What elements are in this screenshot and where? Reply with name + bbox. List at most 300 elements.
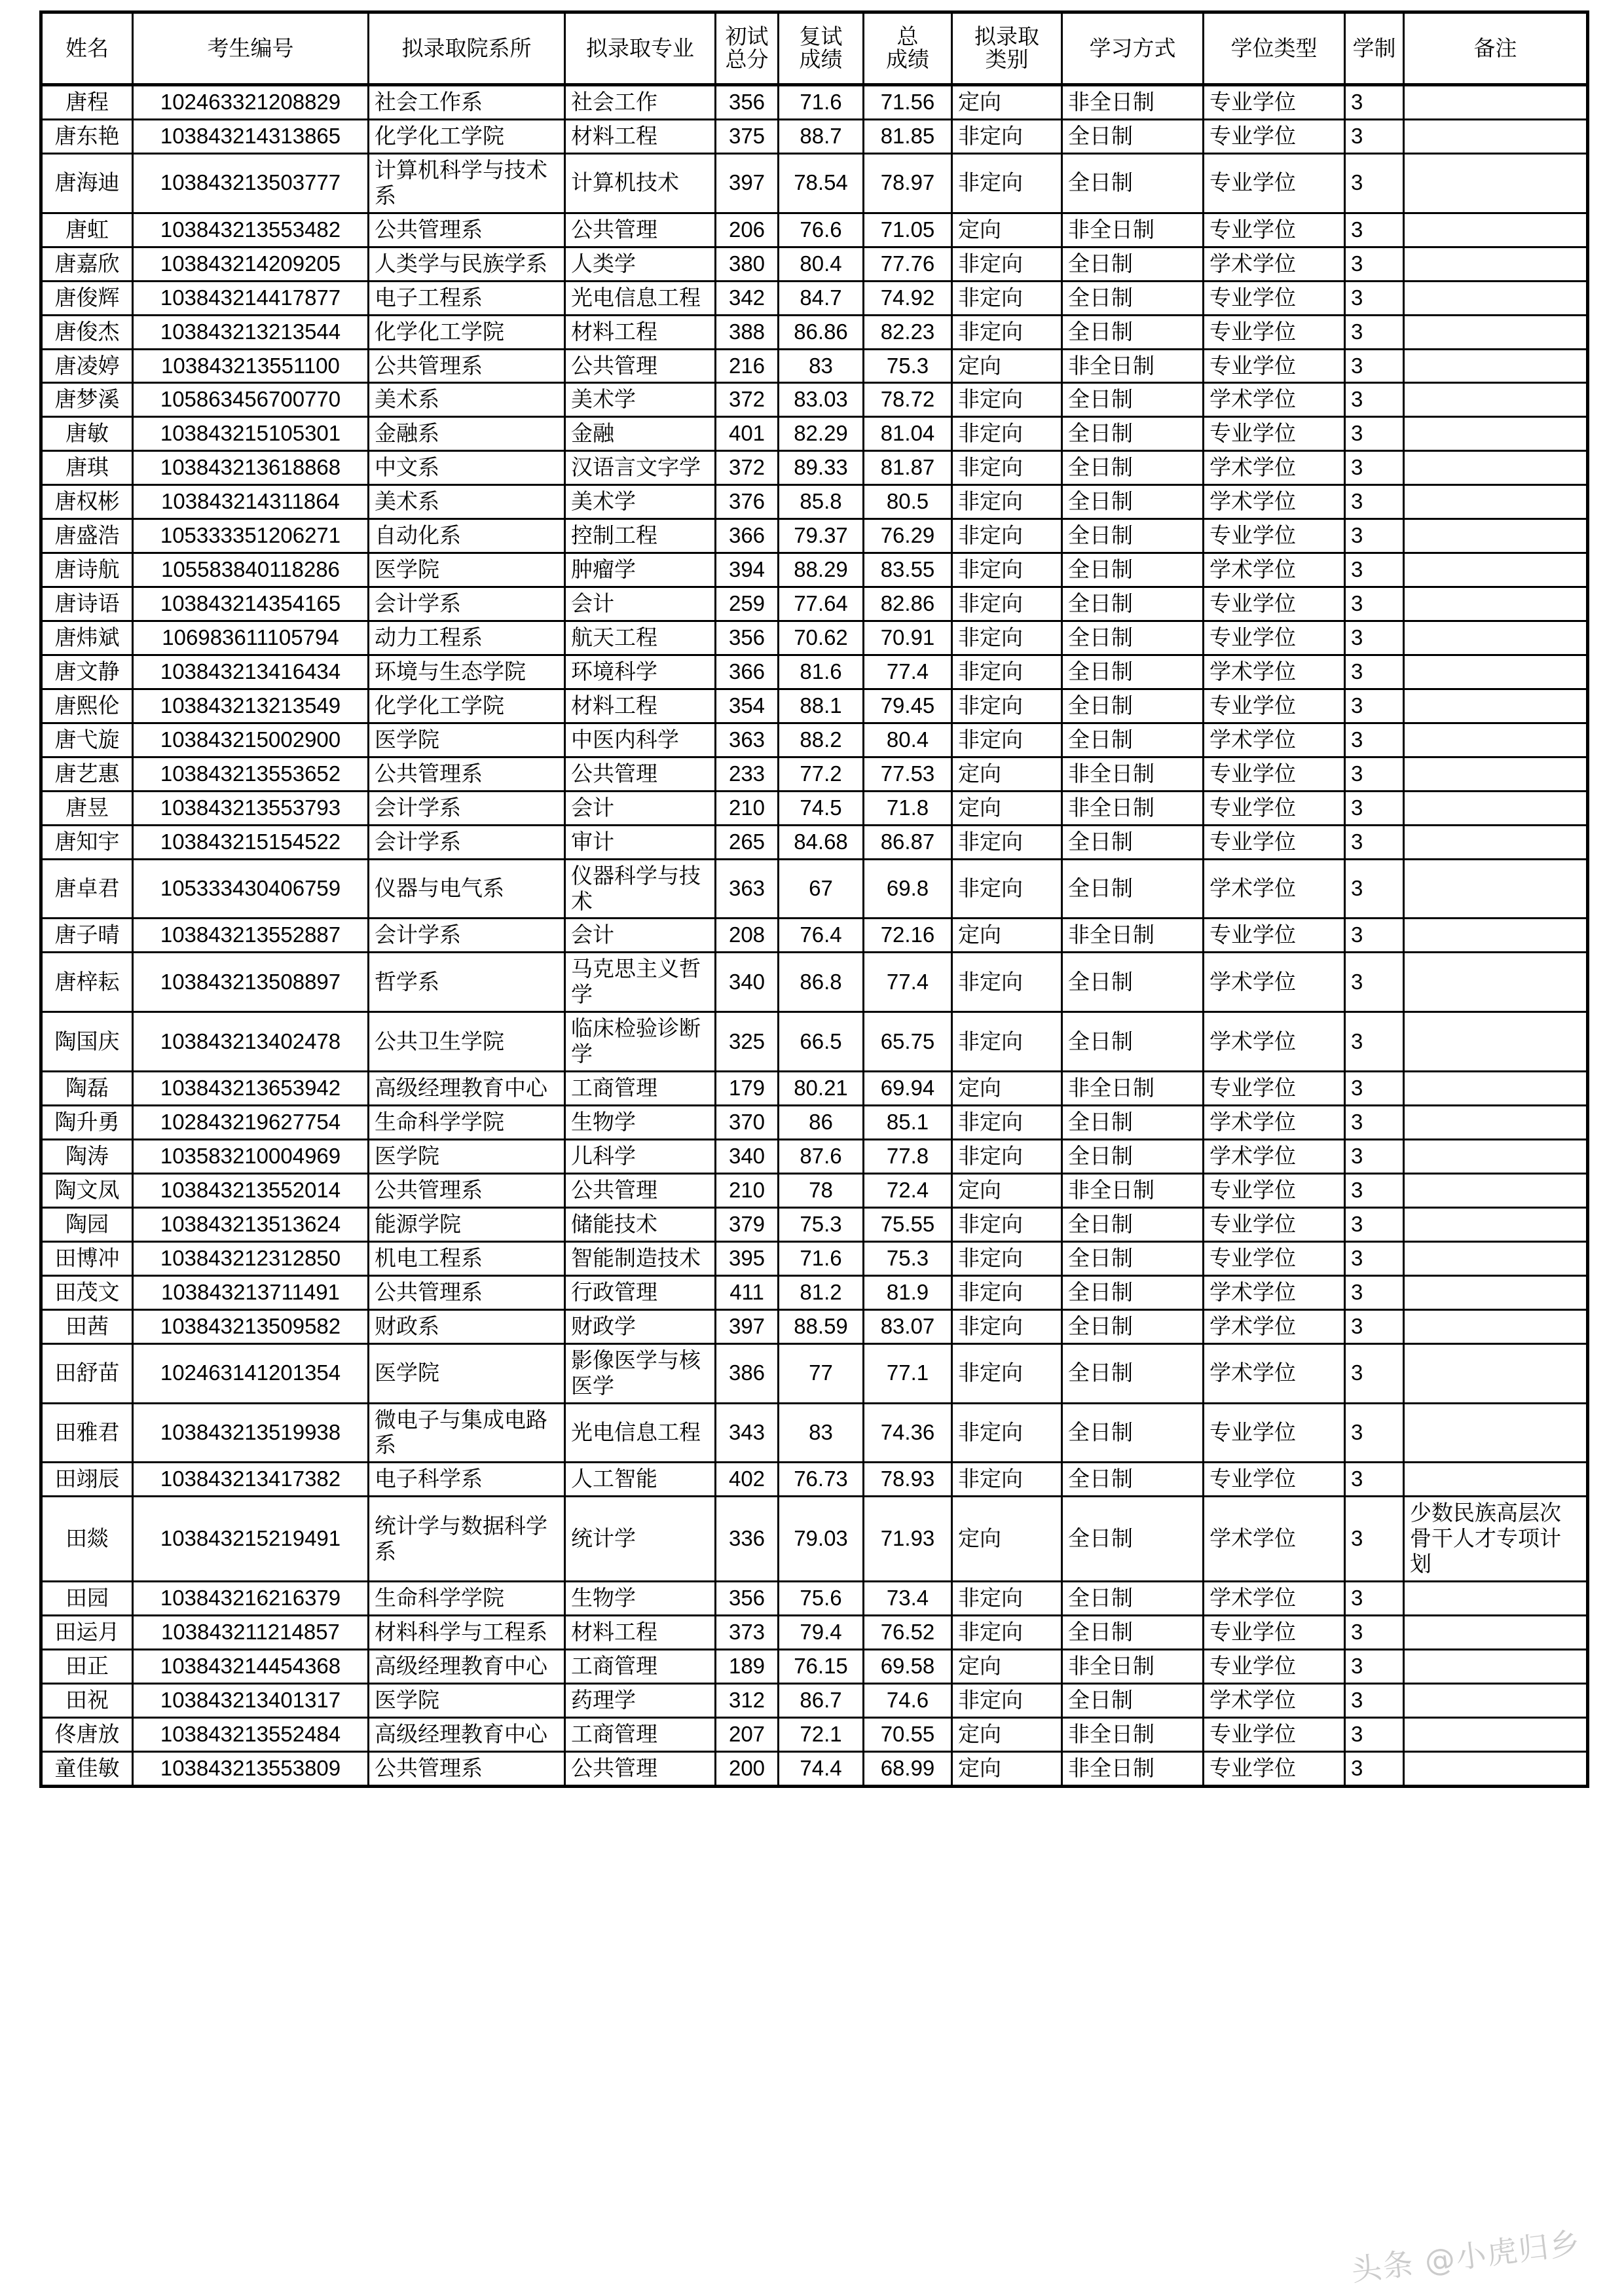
cell-mode: 全日制 (1062, 1343, 1204, 1403)
table-row (41, 383, 1588, 417)
cell-total: 80.4 (864, 723, 952, 757)
cell-id: 103843214313865 (133, 119, 369, 153)
cell-second: 88.7 (779, 119, 864, 153)
cell-major: 公共管理 (565, 349, 716, 383)
cell-cat: 非定向 (952, 153, 1062, 213)
cell-degree: 专业学位 (1204, 1072, 1345, 1106)
cell-first: 397 (716, 153, 779, 213)
cell-id: 103843213401317 (133, 1683, 369, 1717)
cell-mode: 全日制 (1062, 689, 1204, 723)
cell-cat: 非定向 (952, 1582, 1062, 1616)
cell-second: 76.4 (779, 919, 864, 953)
cell-remark (1404, 825, 1588, 859)
cell-id: 103843214311864 (133, 485, 369, 519)
cell-major: 储能技术 (565, 1207, 716, 1241)
cell-years: 3 (1345, 1403, 1404, 1463)
cell-id: 103843213509582 (133, 1309, 369, 1343)
table-row (41, 825, 1588, 859)
cell-total: 81.87 (864, 451, 952, 485)
cell-mode: 全日制 (1062, 953, 1204, 1012)
cell-degree: 专业学位 (1204, 791, 1345, 825)
cell-cat: 非定向 (952, 383, 1062, 417)
cell-cat: 非定向 (952, 1207, 1062, 1241)
table-row (41, 1072, 1588, 1106)
cell-id: 103843213553482 (133, 213, 369, 247)
cell-name: 唐东艳 (41, 119, 133, 153)
cell-id: 103843213553809 (133, 1751, 369, 1786)
table-row (41, 1173, 1588, 1207)
cell-id: 103843213552887 (133, 919, 369, 953)
cell-first: 179 (716, 1072, 779, 1106)
cell-id: 105333351206271 (133, 519, 369, 553)
cell-major: 药理学 (565, 1683, 716, 1717)
cell-id: 103843215154522 (133, 825, 369, 859)
cell-name: 唐熙伦 (41, 689, 133, 723)
cell-degree: 专业学位 (1204, 757, 1345, 791)
cell-major: 美术学 (565, 383, 716, 417)
cell-cat: 定向 (952, 1717, 1062, 1751)
cell-total: 71.93 (864, 1497, 952, 1582)
cell-years: 3 (1345, 1582, 1404, 1616)
cell-dept: 会计学系 (369, 825, 565, 859)
cell-degree: 学术学位 (1204, 1343, 1345, 1403)
cell-first: 216 (716, 349, 779, 383)
cell-name: 田雅君 (41, 1403, 133, 1463)
cell-remark (1404, 1012, 1588, 1072)
cell-name: 田茂文 (41, 1275, 133, 1309)
cell-id: 103843213213544 (133, 315, 369, 349)
table-row (41, 315, 1588, 349)
table-row (41, 655, 1588, 689)
cell-second: 86.8 (779, 953, 864, 1012)
cell-total: 77.53 (864, 757, 952, 791)
cell-years: 3 (1345, 247, 1404, 281)
cell-mode: 全日制 (1062, 1616, 1204, 1650)
cell-total: 68.99 (864, 1751, 952, 1786)
cell-total: 69.58 (864, 1650, 952, 1684)
cell-major: 会计 (565, 587, 716, 621)
cell-degree: 专业学位 (1204, 153, 1345, 213)
cell-degree: 专业学位 (1204, 1207, 1345, 1241)
table-row (41, 349, 1588, 383)
cell-years: 3 (1345, 417, 1404, 451)
cell-second: 76.73 (779, 1463, 864, 1497)
cell-id: 103843214209205 (133, 247, 369, 281)
cell-name: 陶文凤 (41, 1173, 133, 1207)
cell-years: 3 (1345, 859, 1404, 919)
cell-mode: 非全日制 (1062, 213, 1204, 247)
cell-second: 83 (779, 349, 864, 383)
table-row (41, 1343, 1588, 1403)
cell-name: 唐俊辉 (41, 281, 133, 315)
cell-name: 唐艺惠 (41, 757, 133, 791)
cell-mode: 全日制 (1062, 315, 1204, 349)
cell-mode: 全日制 (1062, 1140, 1204, 1174)
cell-id: 103843215105301 (133, 417, 369, 451)
table-row (41, 485, 1588, 519)
cell-years: 3 (1345, 689, 1404, 723)
cell-dept: 哲学系 (369, 953, 565, 1012)
cell-total: 77.76 (864, 247, 952, 281)
table-row (41, 587, 1588, 621)
cell-dept: 财政系 (369, 1309, 565, 1343)
cell-dept: 会计学系 (369, 919, 565, 953)
cell-second: 77.64 (779, 587, 864, 621)
cell-cat: 定向 (952, 1497, 1062, 1582)
cell-years: 3 (1345, 1650, 1404, 1684)
cell-total: 76.29 (864, 519, 952, 553)
cell-cat: 非定向 (952, 1403, 1062, 1463)
cell-cat: 非定向 (952, 1616, 1062, 1650)
cell-dept: 生命科学学院 (369, 1106, 565, 1140)
header-row (41, 12, 1588, 85)
cell-second: 72.1 (779, 1717, 864, 1751)
cell-cat: 非定向 (952, 417, 1062, 451)
cell-major: 审计 (565, 825, 716, 859)
cell-dept: 公共管理系 (369, 349, 565, 383)
cell-mode: 非全日制 (1062, 85, 1204, 120)
cell-years: 3 (1345, 1012, 1404, 1072)
cell-dept: 化学化工学院 (369, 689, 565, 723)
cell-mode: 全日制 (1062, 553, 1204, 587)
cell-second: 83 (779, 1403, 864, 1463)
table-row (41, 953, 1588, 1012)
cell-total: 81.04 (864, 417, 952, 451)
cell-major: 计算机技术 (565, 153, 716, 213)
cell-mode: 全日制 (1062, 723, 1204, 757)
cell-degree: 学术学位 (1204, 383, 1345, 417)
cell-degree: 学术学位 (1204, 1275, 1345, 1309)
cell-degree: 学术学位 (1204, 247, 1345, 281)
cell-mode: 全日制 (1062, 1463, 1204, 1497)
cell-years: 3 (1345, 485, 1404, 519)
cell-first: 259 (716, 587, 779, 621)
cell-first: 373 (716, 1616, 779, 1650)
cell-cat: 非定向 (952, 621, 1062, 655)
cell-remark (1404, 791, 1588, 825)
cell-major: 材料工程 (565, 119, 716, 153)
cell-cat: 非定向 (952, 247, 1062, 281)
cell-mode: 非全日制 (1062, 1173, 1204, 1207)
cell-years: 3 (1345, 1309, 1404, 1343)
cell-mode: 非全日制 (1062, 349, 1204, 383)
cell-major: 工商管理 (565, 1717, 716, 1751)
cell-second: 88.2 (779, 723, 864, 757)
cell-degree: 学术学位 (1204, 723, 1345, 757)
cell-dept: 自动化系 (369, 519, 565, 553)
cell-dept: 化学化工学院 (369, 315, 565, 349)
cell-major: 生物学 (565, 1582, 716, 1616)
cell-first: 395 (716, 1241, 779, 1275)
table-row (41, 1717, 1588, 1751)
cell-dept: 机电工程系 (369, 1241, 565, 1275)
cell-remark (1404, 1683, 1588, 1717)
cell-years: 3 (1345, 1616, 1404, 1650)
cell-dept: 公共管理系 (369, 213, 565, 247)
cell-cat: 非定向 (952, 553, 1062, 587)
cell-remark (1404, 859, 1588, 919)
cell-major: 控制工程 (565, 519, 716, 553)
table-row (41, 689, 1588, 723)
cell-major: 中医内科学 (565, 723, 716, 757)
cell-first: 340 (716, 953, 779, 1012)
column-header-id: 考生编号 (133, 12, 369, 85)
cell-degree: 学术学位 (1204, 1140, 1345, 1174)
cell-total: 74.92 (864, 281, 952, 315)
cell-mode: 全日制 (1062, 1582, 1204, 1616)
cell-first: 366 (716, 519, 779, 553)
table-header (41, 12, 1588, 85)
cell-cat: 非定向 (952, 281, 1062, 315)
cell-id: 105583840118286 (133, 553, 369, 587)
cell-second: 75.6 (779, 1582, 864, 1616)
cell-years: 3 (1345, 213, 1404, 247)
cell-total: 77.8 (864, 1140, 952, 1174)
cell-total: 71.05 (864, 213, 952, 247)
cell-first: 342 (716, 281, 779, 315)
cell-total: 79.45 (864, 689, 952, 723)
cell-second: 79.4 (779, 1616, 864, 1650)
cell-second: 74.4 (779, 1751, 864, 1786)
cell-remark (1404, 1275, 1588, 1309)
cell-total: 75.3 (864, 349, 952, 383)
cell-remark (1404, 621, 1588, 655)
cell-cat: 定向 (952, 757, 1062, 791)
cell-degree: 学术学位 (1204, 1106, 1345, 1140)
cell-remark (1404, 85, 1588, 120)
cell-years: 3 (1345, 825, 1404, 859)
cell-degree: 学术学位 (1204, 553, 1345, 587)
cell-total: 86.87 (864, 825, 952, 859)
cell-total: 83.55 (864, 553, 952, 587)
cell-first: 207 (716, 1717, 779, 1751)
cell-name: 田博冲 (41, 1241, 133, 1275)
cell-degree: 专业学位 (1204, 1650, 1345, 1684)
cell-major: 汉语言文字学 (565, 451, 716, 485)
column-header-remark: 备注 (1404, 12, 1588, 85)
cell-years: 3 (1345, 519, 1404, 553)
table-row (41, 1140, 1588, 1174)
cell-dept: 统计学与数据科学系 (369, 1497, 565, 1582)
cell-remark (1404, 281, 1588, 315)
cell-second: 76.6 (779, 213, 864, 247)
cell-years: 3 (1345, 1072, 1404, 1106)
cell-major: 公共管理 (565, 757, 716, 791)
cell-id: 103843213553793 (133, 791, 369, 825)
cell-remark (1404, 1241, 1588, 1275)
cell-name: 唐文静 (41, 655, 133, 689)
cell-name: 田祝 (41, 1683, 133, 1717)
cell-id: 103843213551100 (133, 349, 369, 383)
cell-total: 69.94 (864, 1072, 952, 1106)
table-row (41, 1207, 1588, 1241)
cell-first: 343 (716, 1403, 779, 1463)
cell-total: 78.93 (864, 1463, 952, 1497)
cell-name: 田茜 (41, 1309, 133, 1343)
cell-degree: 专业学位 (1204, 1616, 1345, 1650)
cell-remark (1404, 953, 1588, 1012)
cell-second: 83.03 (779, 383, 864, 417)
cell-degree: 专业学位 (1204, 825, 1345, 859)
cell-id: 103843213417382 (133, 1463, 369, 1497)
cell-first: 372 (716, 383, 779, 417)
cell-major: 环境科学 (565, 655, 716, 689)
cell-dept: 医学院 (369, 1140, 565, 1174)
cell-degree: 专业学位 (1204, 1241, 1345, 1275)
cell-second: 79.03 (779, 1497, 864, 1582)
cell-years: 3 (1345, 1207, 1404, 1241)
cell-dept: 能源学院 (369, 1207, 565, 1241)
cell-name: 陶涛 (41, 1140, 133, 1174)
cell-second: 70.62 (779, 621, 864, 655)
cell-dept: 公共管理系 (369, 1275, 565, 1309)
cell-degree: 专业学位 (1204, 1403, 1345, 1463)
cell-mode: 全日制 (1062, 859, 1204, 919)
cell-cat: 非定向 (952, 1275, 1062, 1309)
cell-id: 103843213553652 (133, 757, 369, 791)
cell-cat: 定向 (952, 791, 1062, 825)
cell-name: 唐知宇 (41, 825, 133, 859)
cell-years: 3 (1345, 281, 1404, 315)
cell-years: 3 (1345, 1241, 1404, 1275)
cell-first: 336 (716, 1497, 779, 1582)
cell-dept: 电子科学系 (369, 1463, 565, 1497)
cell-second: 81.6 (779, 655, 864, 689)
cell-remark (1404, 1751, 1588, 1786)
cell-name: 田燚 (41, 1497, 133, 1582)
cell-remark (1404, 587, 1588, 621)
cell-cat: 非定向 (952, 825, 1062, 859)
table-row (41, 1683, 1588, 1717)
cell-dept: 美术系 (369, 383, 565, 417)
cell-years: 3 (1345, 723, 1404, 757)
cell-major: 材料工程 (565, 1616, 716, 1650)
cell-degree: 专业学位 (1204, 1751, 1345, 1786)
cell-degree: 专业学位 (1204, 213, 1345, 247)
cell-name: 田园 (41, 1582, 133, 1616)
table-row (41, 519, 1588, 553)
cell-degree: 学术学位 (1204, 859, 1345, 919)
cell-major: 财政学 (565, 1309, 716, 1343)
cell-id: 103843214354165 (133, 587, 369, 621)
cell-years: 3 (1345, 119, 1404, 153)
cell-cat: 定向 (952, 85, 1062, 120)
cell-name: 唐诗语 (41, 587, 133, 621)
cell-mode: 非全日制 (1062, 1751, 1204, 1786)
cell-remark (1404, 213, 1588, 247)
cell-years: 3 (1345, 315, 1404, 349)
cell-first: 210 (716, 791, 779, 825)
cell-mode: 全日制 (1062, 655, 1204, 689)
cell-years: 3 (1345, 451, 1404, 485)
cell-major: 人类学 (565, 247, 716, 281)
cell-years: 3 (1345, 553, 1404, 587)
cell-degree: 专业学位 (1204, 315, 1345, 349)
cell-name: 唐炜斌 (41, 621, 133, 655)
table-row (41, 1012, 1588, 1072)
cell-remark (1404, 451, 1588, 485)
cell-first: 372 (716, 451, 779, 485)
cell-degree: 专业学位 (1204, 417, 1345, 451)
cell-remark (1404, 119, 1588, 153)
column-header-total: 总 成绩 (864, 12, 952, 85)
cell-name: 田翊辰 (41, 1463, 133, 1497)
cell-first: 401 (716, 417, 779, 451)
cell-years: 3 (1345, 919, 1404, 953)
cell-mode: 全日制 (1062, 621, 1204, 655)
cell-id: 103843214417877 (133, 281, 369, 315)
cell-name: 唐程 (41, 85, 133, 120)
column-header-first: 初试 总分 (716, 12, 779, 85)
cell-mode: 非全日制 (1062, 757, 1204, 791)
table-row (41, 85, 1588, 120)
cell-first: 200 (716, 1751, 779, 1786)
cell-dept: 金融系 (369, 417, 565, 451)
cell-second: 75.3 (779, 1207, 864, 1241)
cell-major: 仪器科学与技术 (565, 859, 716, 919)
cell-cat: 非定向 (952, 1106, 1062, 1140)
cell-total: 77.4 (864, 655, 952, 689)
cell-total: 83.07 (864, 1309, 952, 1343)
table-row (41, 281, 1588, 315)
cell-total: 81.9 (864, 1275, 952, 1309)
cell-name: 唐凌婷 (41, 349, 133, 383)
cell-name: 田舒苗 (41, 1343, 133, 1403)
cell-remark (1404, 553, 1588, 587)
column-header-years: 学制 (1345, 12, 1404, 85)
column-header-major: 拟录取专业 (565, 12, 716, 85)
cell-mode: 全日制 (1062, 153, 1204, 213)
cell-dept: 医学院 (369, 1683, 565, 1717)
cell-years: 3 (1345, 1463, 1404, 1497)
cell-major: 金融 (565, 417, 716, 451)
cell-cat: 非定向 (952, 1463, 1062, 1497)
cell-remark (1404, 1650, 1588, 1684)
cell-second: 71.6 (779, 1241, 864, 1275)
cell-name: 唐梓耘 (41, 953, 133, 1012)
cell-first: 208 (716, 919, 779, 953)
cell-second: 84.7 (779, 281, 864, 315)
cell-cat: 非定向 (952, 315, 1062, 349)
cell-cat: 定向 (952, 1072, 1062, 1106)
cell-id: 103843212312850 (133, 1241, 369, 1275)
cell-id: 103843213519938 (133, 1403, 369, 1463)
cell-years: 3 (1345, 655, 1404, 689)
cell-cat: 非定向 (952, 859, 1062, 919)
cell-mode: 非全日制 (1062, 1072, 1204, 1106)
cell-cat: 定向 (952, 1751, 1062, 1786)
column-header-name: 姓名 (41, 12, 133, 85)
table-row (41, 1275, 1588, 1309)
cell-id: 103843213711491 (133, 1275, 369, 1309)
cell-major: 航天工程 (565, 621, 716, 655)
cell-remark (1404, 1140, 1588, 1174)
cell-second: 89.33 (779, 451, 864, 485)
cell-years: 3 (1345, 349, 1404, 383)
cell-degree: 专业学位 (1204, 349, 1345, 383)
cell-dept: 医学院 (369, 553, 565, 587)
cell-total: 78.97 (864, 153, 952, 213)
cell-major: 社会工作 (565, 85, 716, 120)
table-row (41, 1650, 1588, 1684)
table-row (41, 247, 1588, 281)
column-header-second: 复试 成绩 (779, 12, 864, 85)
cell-id: 103843215219491 (133, 1497, 369, 1582)
cell-name: 唐敏 (41, 417, 133, 451)
cell-degree: 学术学位 (1204, 451, 1345, 485)
cell-total: 74.36 (864, 1403, 952, 1463)
cell-major: 影像医学与核医学 (565, 1343, 716, 1403)
